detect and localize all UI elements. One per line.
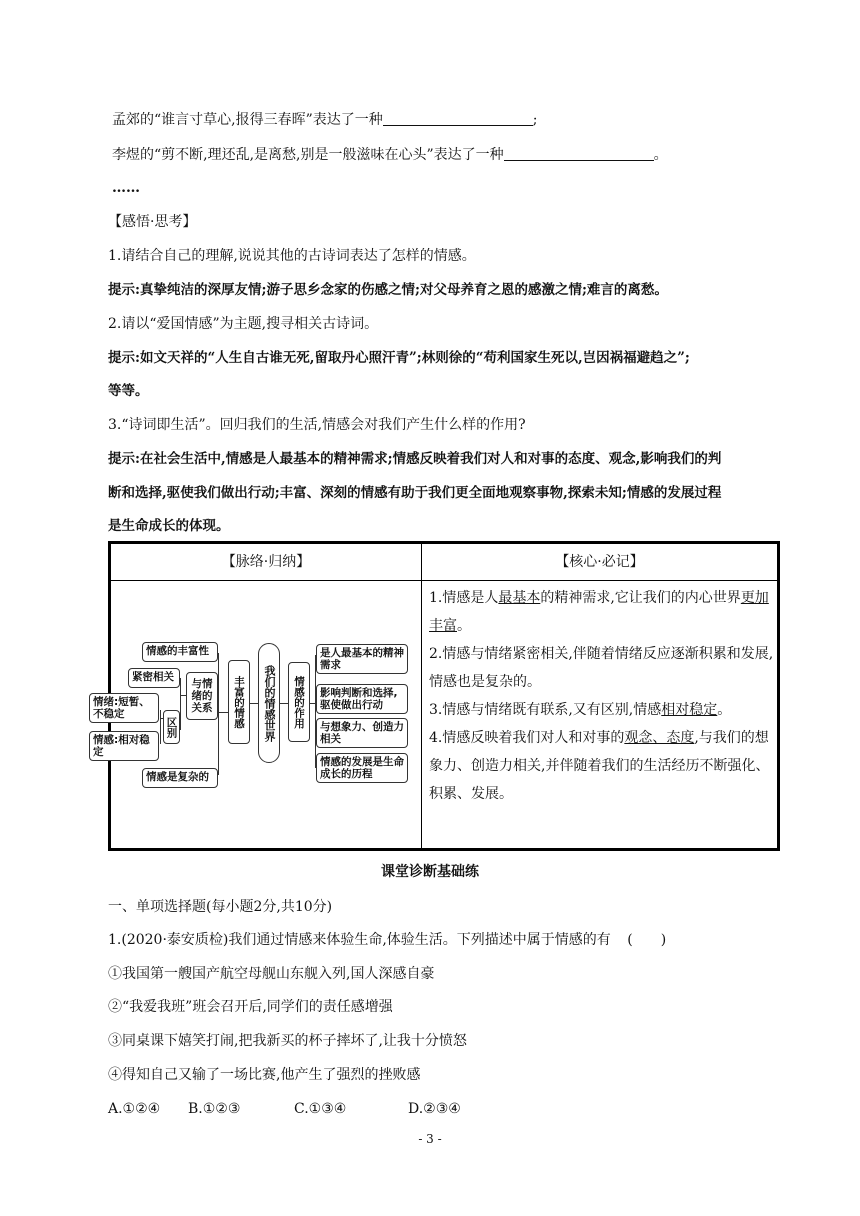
intro-line-1 [112, 110, 537, 130]
outline-header: 【脉络·归纳】 [111, 544, 422, 581]
mindmap-node-difference: 区别 [163, 710, 180, 744]
practice-title: 课堂诊断基础练 [381, 864, 479, 880]
mindmap-node-imagination: 与想象力、创造力相关 [316, 718, 408, 748]
answer-2-line-2: 等等。 [108, 383, 149, 399]
mindmap-node-richness: 情感的丰富性 [142, 642, 218, 662]
key-point-1: 1.情感是人最基本的精神需求,它让我们的内心世界更加丰富。 [429, 590, 769, 634]
connector [180, 678, 181, 730]
mindmap-node-closely-related: 紧密相关 [128, 668, 180, 688]
statement-1: ①我国第一艘国产航空母舰山东舰入列,国人深感自豪 [108, 966, 435, 982]
intro-ellipsis: …… [112, 180, 140, 196]
connector [218, 712, 228, 713]
connector [218, 653, 219, 775]
reflection-heading: 【感悟·思考】 [108, 214, 197, 230]
question-text: 1.(2020·泰安质检)我们通过情感来体验生命,体验生活。下列描述中属于情感的有 [108, 932, 611, 948]
fill-blank-1[interactable] [383, 111, 533, 126]
mindmap-node-emotion-short: 情绪:短暂、不稳定 [89, 693, 159, 723]
question-1: 1.请结合自己的理解,说说其他的古诗词表达了怎样的情感。 [108, 248, 476, 264]
section-heading: 一、单项选择题(每小题2分,共10分) [108, 899, 333, 915]
key-point-3: 3.情感与情绪既有联系,又有区别,情感相对稳定。 [429, 702, 732, 718]
key-point-2: 2.情感与情绪紧密相关,伴随着情绪反应逐渐积累和发展,情感也是复杂的。 [429, 646, 774, 690]
intro-line-2 [112, 145, 668, 165]
statement-3: ③同桌课下嬉笑打闹,把我新买的杯子摔坏了,让我十分愤怒 [108, 1033, 467, 1049]
connector [280, 703, 288, 704]
page-number: - 3 - [418, 1132, 442, 1146]
answer-paren[interactable]: ( ) [627, 932, 667, 948]
key-point-4: 4.情感反映着我们对人和对事的观念、态度,与我们的想象力、创造力相关,并伴随着我们的生活经历不断强化、积累、发展。 [429, 730, 770, 802]
mindmap-node-feeling-stable: 情感:相对稳定 [89, 731, 159, 761]
question-3: 3.“诗词即生活”。回归我们的生活,情感会对我们产生什么样的作用? [108, 417, 526, 433]
table-divider [421, 544, 422, 848]
question-2: 2.请以“爱国情感”为主题,搜寻相关古诗词。 [108, 316, 379, 332]
mindmap-node-rich: 丰富的情感 [228, 660, 250, 744]
connector [250, 703, 258, 704]
fill-blank-2[interactable] [504, 146, 654, 161]
connector [160, 710, 161, 744]
intro-end-2: 。 [653, 147, 668, 163]
answer-2-line-1: 提示:如文天祥的“人生自古谁无死,留取丹心照汗青”;林则徐的“苟利国家生死以,岂因祸福避趋之”; [108, 350, 690, 366]
option-b[interactable]: B.①②③ [188, 1101, 241, 1117]
option-d[interactable]: D.②③④ [408, 1101, 461, 1117]
answer-3-line-1: 提示:在社会生活中,情感是人最基本的精神需求;情感反映着我们对人和对事的态度、观念,影响我们的判 [108, 451, 722, 467]
answer-1: 提示:真挚纯洁的深厚友情;游子思乡念家的伤感之情;对父母养育之恩的感激之情;难言的离愁。 [108, 282, 668, 298]
mindmap-node-influence: 影响判断和选择,驱使做出行动 [316, 684, 408, 714]
mindmap-node-basic-need: 是人最基本的精神需求 [316, 644, 408, 674]
key-points [429, 584, 774, 808]
mindmap-node-relation: 与情绪的关系 [186, 672, 218, 720]
option-a[interactable]: A.①②④ [108, 1101, 161, 1117]
key-points-header: 【核心·必记】 [422, 544, 777, 581]
statement-4: ④得知自己又输了一场比赛,他产生了强烈的挫败感 [108, 1067, 421, 1083]
intro-end-1: ; [532, 112, 538, 128]
question-stem [108, 930, 666, 950]
mindmap-node-growth: 情感的发展是生命成长的历程 [316, 753, 408, 783]
mindmap-node-complex: 情感是复杂的 [142, 768, 218, 788]
mindmap-center-node: 我们的情感世界 [258, 643, 280, 763]
mindmap-node-role: 情感的作用 [288, 662, 310, 742]
intro-text-2: 李煜的“剪不断,理还乱,是离愁,别是一般滋味在心头”表达了一种 [112, 147, 504, 163]
intro-text-1: 孟郊的“谁言寸草心,报得三春晖”表达了一种 [112, 112, 383, 128]
answer-3-line-3: 是生命成长的体现。 [108, 518, 230, 534]
option-c[interactable]: C.①③④ [294, 1101, 347, 1117]
answer-3-line-2: 断和选择,驱使我们做出行动;丰富、深刻的情感有助于我们更全面地观察事物,探索未知;情感的发展过程 [108, 485, 722, 501]
statement-2: ②“我爱我班”班会召开后,同学们的责任感增强 [108, 999, 393, 1015]
